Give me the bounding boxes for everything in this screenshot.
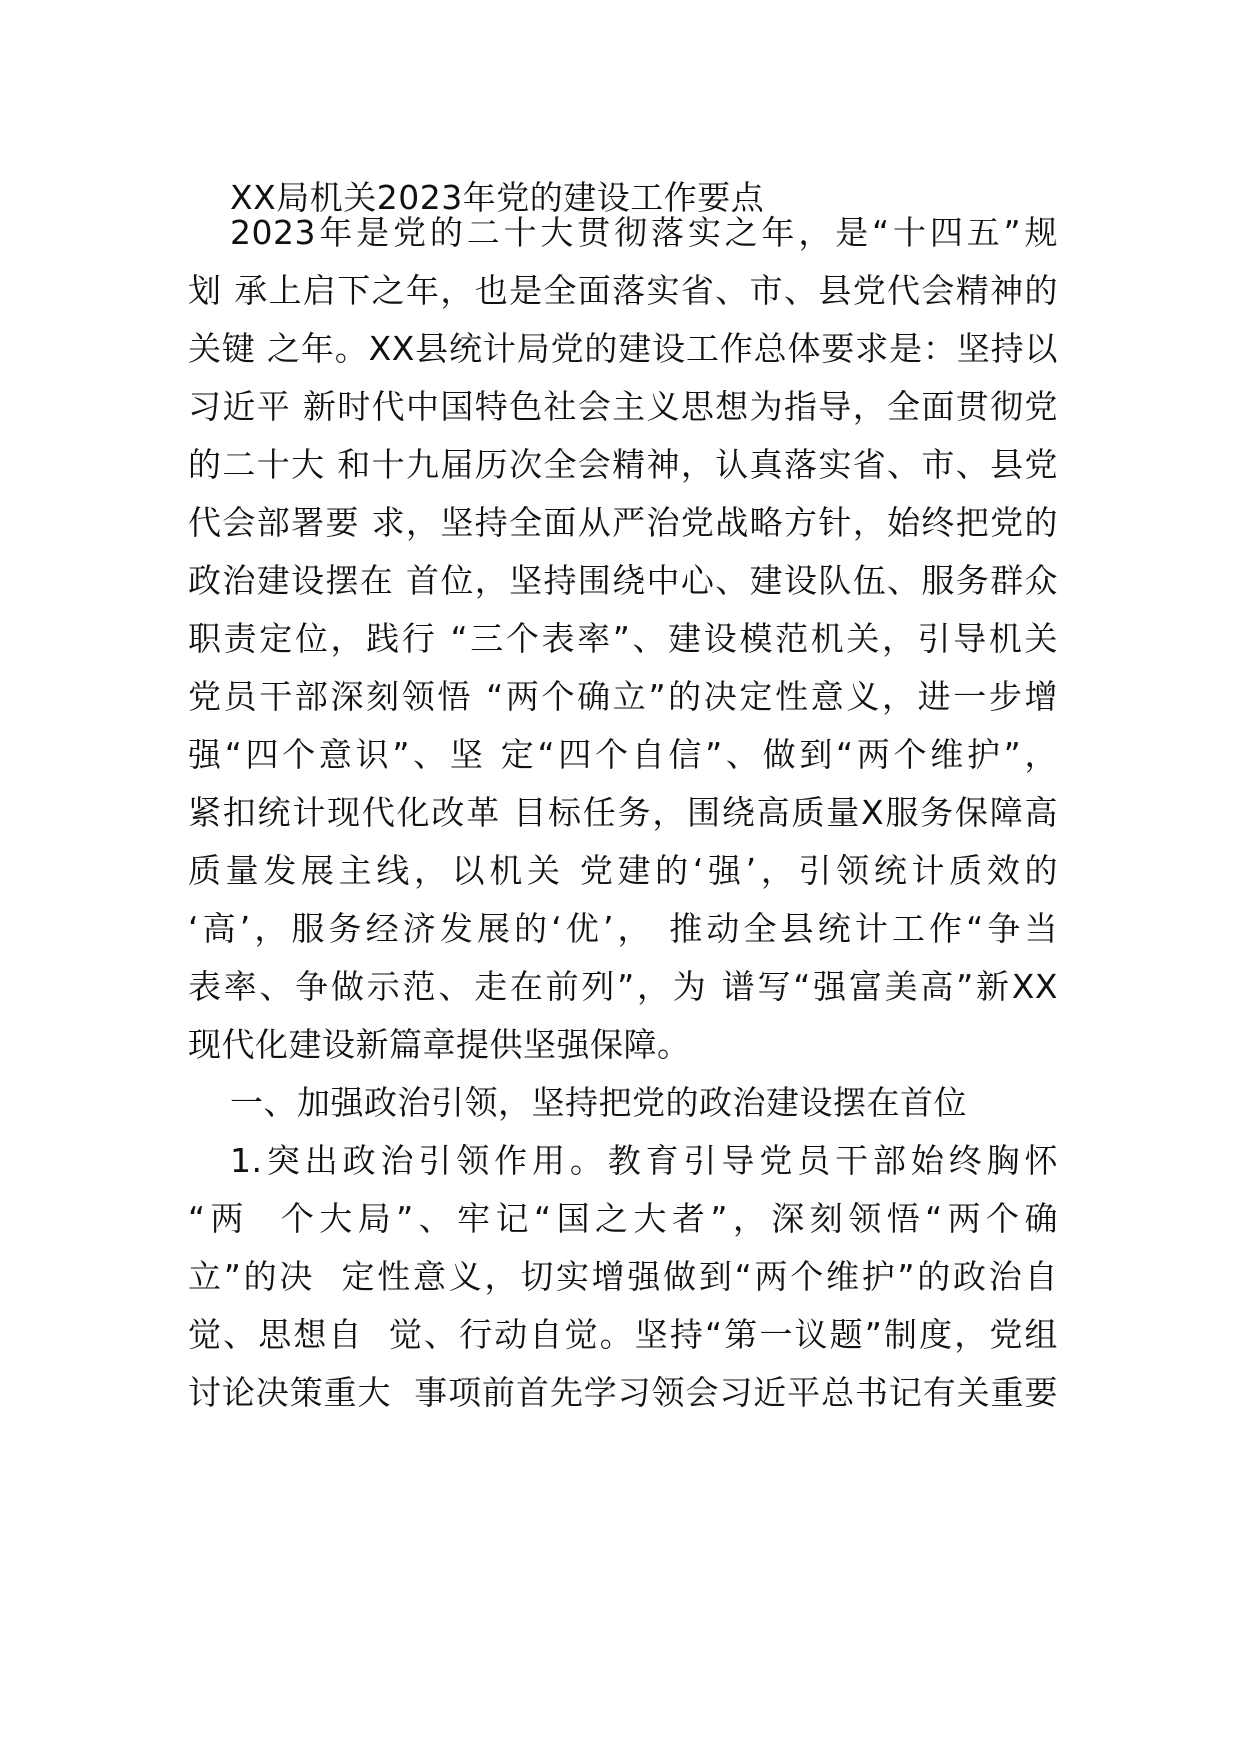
paragraph-line: 的二十大 和十九届历次全会精神，认真落实省、市、县党 (188, 445, 1058, 484)
paragraph-line: 现代化建设新篇章提供坚强保障。 (188, 1025, 691, 1064)
paragraph-line: 关键 之年。XX县统计局党的建设工作总体要求是：坚持以 (188, 329, 1058, 368)
section-heading: 一、加强政治引领，坚持把党的政治建设摆在首位 (230, 1083, 967, 1122)
paragraph-line: ‘高’，服务经济发展的‘优’， 推动全县统计工作“争当 (188, 909, 1058, 948)
paragraph-line: 划 承上启下之年，也是全面落实省、市、县党代会精神的 (188, 271, 1058, 310)
paragraph-line: 讨论决策重大 事项前首先学习领会习近平总书记有关重要 (188, 1373, 1058, 1412)
paragraph-line: 强“四个意识”、坚 定“四个自信”、做到“两个维护”， (188, 735, 1058, 774)
paragraph-line: 党员干部深刻领悟 “两个确立”的决定性意义，进一步增 (188, 677, 1058, 716)
paragraph-line: 表率、争做示范、走在前列”，为 谱写“强富美高”新XX (188, 967, 1058, 1006)
paragraph-line: 质量发展主线，以机关 党建的‘强’，引领统计质效的 (188, 851, 1058, 890)
paragraph-line: 觉、思想自 觉、行动自觉。坚持“第一议题”制度，党组 (188, 1315, 1058, 1354)
paragraph-line: 紧扣统计现代化改革 目标任务，围绕高质量X服务保障高 (188, 793, 1058, 832)
paragraph-line: 职责定位，践行 “三个表率”、建设模范机关，引导机关 (188, 619, 1058, 658)
document-title: XX局机关2023年党的建设工作要点 (230, 178, 765, 217)
paragraph-line: 立”的决 定性意义，切实增强做到“两个维护”的政治自 (188, 1257, 1058, 1296)
paragraph-line: 政治建设摆在 首位，坚持围绕中心、建设队伍、服务群众 (188, 561, 1058, 600)
paragraph-line: “两 个大局”、牢记“国之大者”，深刻领悟“两个确 (188, 1199, 1058, 1238)
paragraph-line: 习近平 新时代中国特色社会主义思想为指导，全面贯彻党 (188, 387, 1058, 426)
paragraph-line: 代会部署要 求，坚持全面从严治党战略方针，始终把党的 (188, 503, 1058, 542)
paragraph-line: 2023年是党的二十大贯彻落实之年，是“十四五”规 (230, 213, 1058, 252)
paragraph-line: 1.突出政治引领作用。教育引导党员干部始终胸怀 (230, 1141, 1058, 1180)
